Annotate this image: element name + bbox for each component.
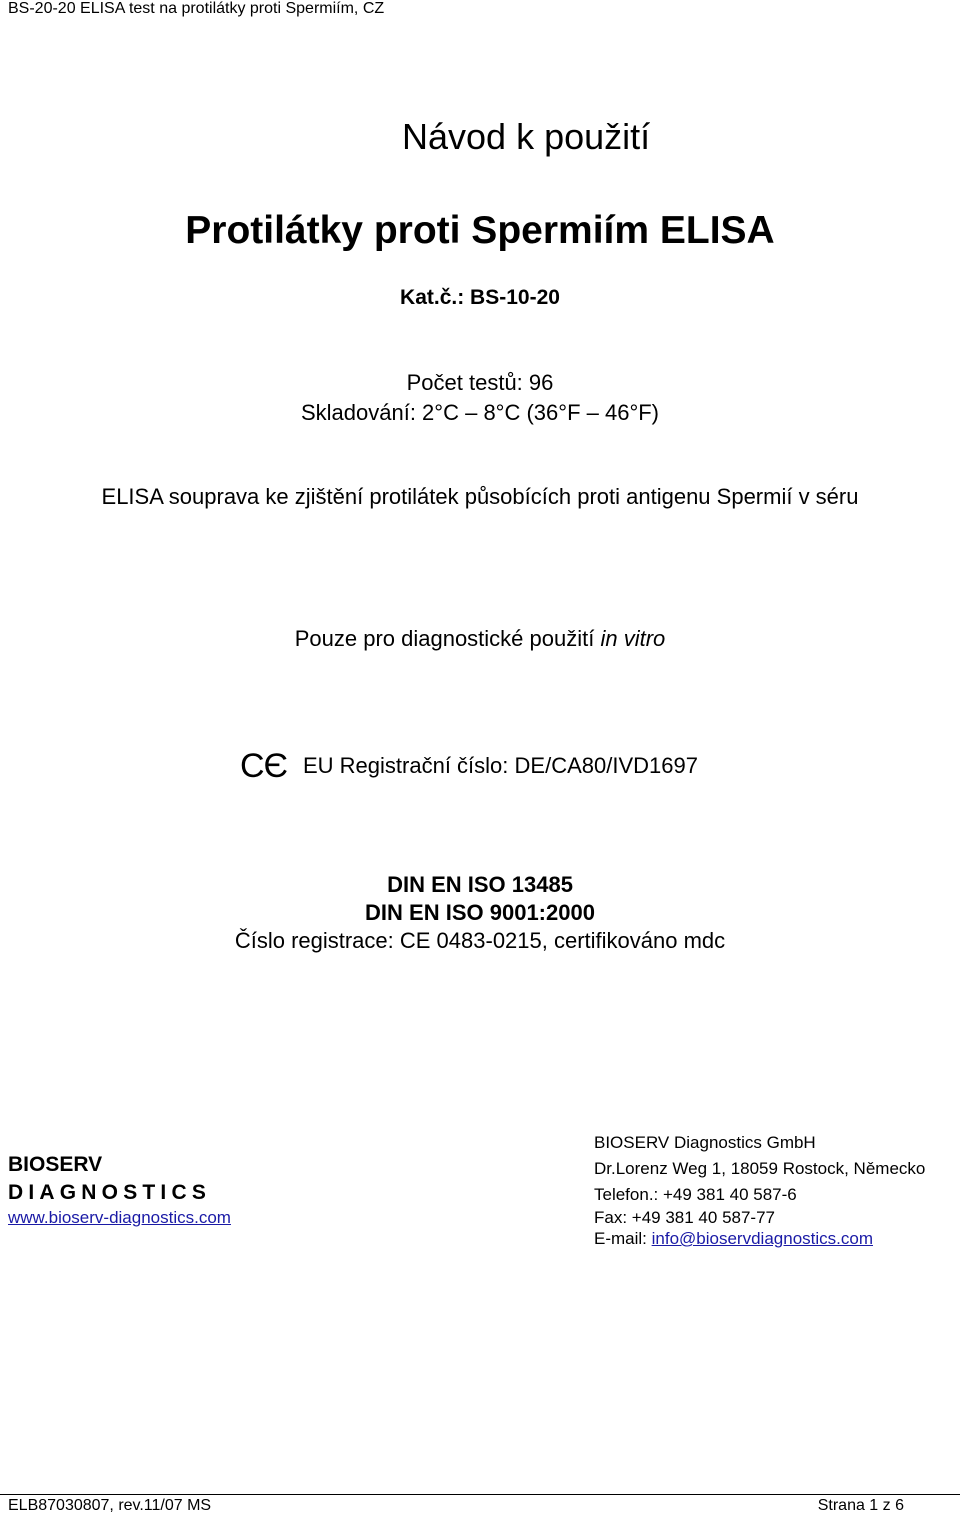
storage-conditions: Skladování: 2°C – 8°C (36°F – 46°F) [300, 400, 659, 425]
iso-standard-1: DIN EN ISO 13485 [387, 872, 573, 897]
registration-number: Číslo registrace: CE 0483-0215, certifikováno mdc [234, 928, 726, 953]
eu-registration-number: EU Registrační číslo: DE/CA80/IVD1697 [303, 753, 698, 778]
company-website-link[interactable]: www.bioserv-diagnostics.com [8, 1208, 231, 1227]
company-logo-subtitle: DIAGNOSTICS [8, 1181, 212, 1204]
footer-page-number: Strana 1 z 6 [817, 1497, 904, 1514]
contact-address: Dr.Lorenz Weg 1, 18059 Rostock, Německo [594, 1159, 926, 1178]
kit-description: ELISA souprava ke zjištění protilátek působících proti antigenu Spermií v séru [101, 484, 859, 509]
usage-italic: in vitro [600, 626, 666, 651]
contact-company-name: BIOSERV Diagnostics GmbH [594, 1133, 816, 1152]
usage-prefix: Pouze pro diagnostické použití [294, 626, 595, 651]
footer-document-code: ELB87030807, rev.11/07 MS [8, 1497, 212, 1514]
contact-email [594, 1229, 873, 1249]
iso-standard-2: DIN EN ISO 9001:2000 [365, 900, 595, 925]
ce-mark-icon: CЄ [240, 747, 287, 785]
company-logo-name: BIOSERV [8, 1153, 103, 1176]
contact-email-link[interactable]: info@bioservdiagnostics.com [651, 1229, 873, 1248]
eu-registration [240, 747, 698, 786]
contact-phone: Telefon.: +49 381 40 587-6 [594, 1185, 797, 1204]
document-heading: Návod k použití [402, 116, 651, 157]
contact-fax: Fax: +49 381 40 587-77 [594, 1208, 775, 1227]
contact-email-label: E-mail: [594, 1229, 652, 1248]
footer-divider [0, 1494, 960, 1495]
running-header: BS-20-20 ELISA test na protilátky proti Spermiím, CZ [8, 0, 385, 17]
catalog-number: Kat.č.: BS-10-20 [400, 286, 560, 309]
test-count: Počet testů: 96 [406, 370, 554, 395]
usage-statement [0, 626, 960, 652]
product-title: Protilátky proti Spermiím ELISA [185, 209, 775, 252]
